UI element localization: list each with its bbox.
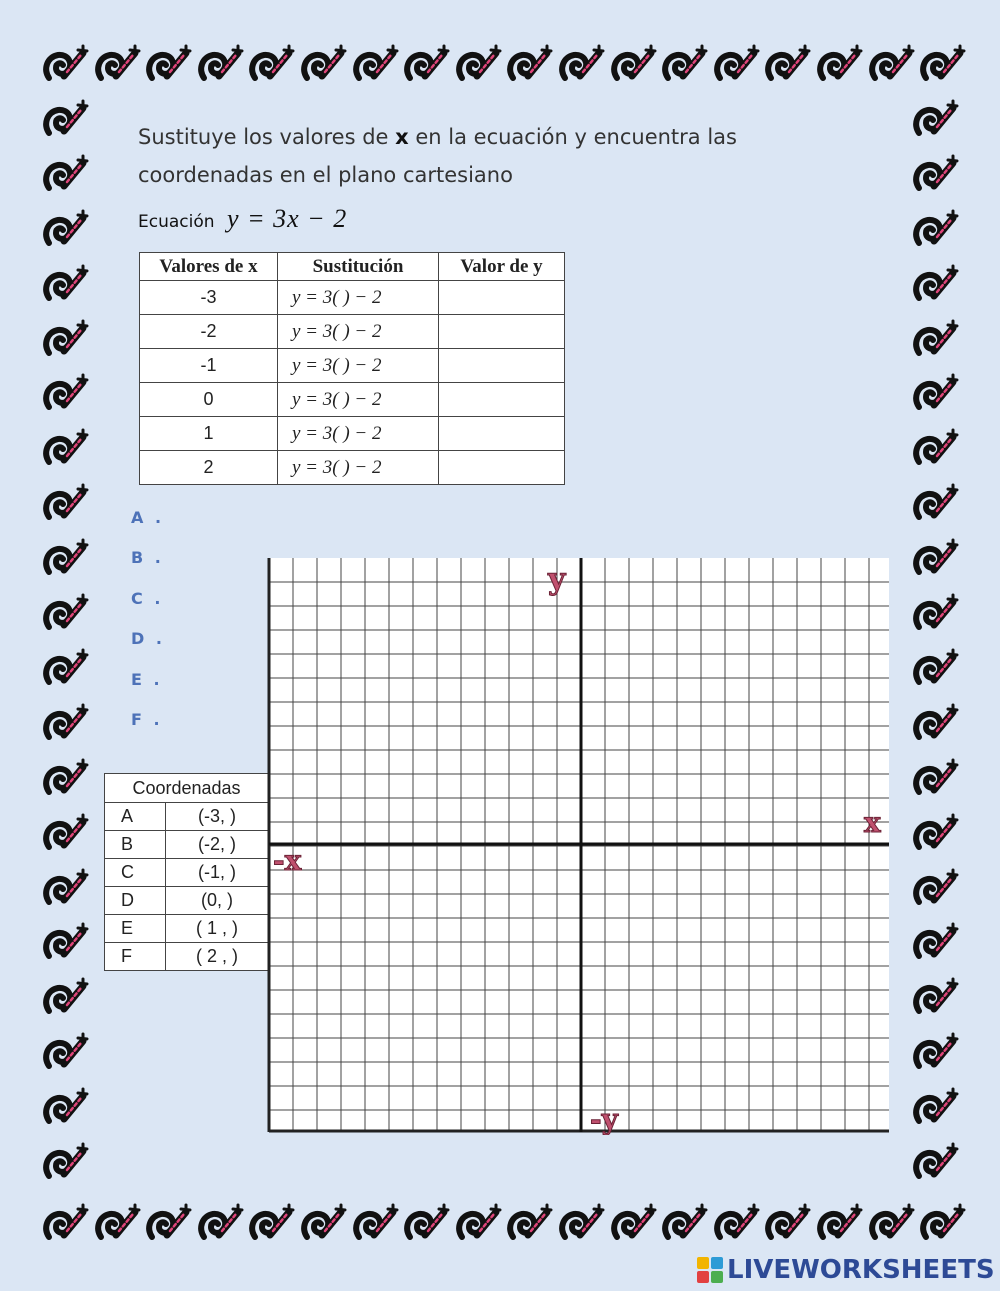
point-letter-b: B . [131, 548, 164, 568]
swirl-ornament-icon [149, 46, 190, 78]
coord-value-cell[interactable]: ( 2 , ) [166, 943, 269, 971]
y-value-answer-cell[interactable] [439, 315, 565, 349]
y-value-answer-cell[interactable] [439, 349, 565, 383]
swirl-ornament-icon [717, 46, 758, 78]
swirl-ornament-icon [46, 650, 87, 682]
swirl-ornament-icon [665, 46, 706, 78]
table-row [105, 831, 269, 859]
axis-label-y: y [548, 562, 566, 597]
coord-label: B [105, 831, 166, 859]
substitution-cell[interactable]: y = 3( ) − 2 [278, 315, 439, 349]
swirl-ornament-icon [872, 1205, 913, 1237]
swirl-ornament-icon [252, 1205, 293, 1237]
swirl-ornament-icon [356, 1205, 397, 1237]
swirl-ornament-icon [916, 760, 957, 792]
x-value-cell: -3 [140, 281, 278, 315]
swirl-ornament-icon [916, 321, 957, 353]
swirl-ornament-icon [304, 46, 345, 78]
swirl-ornament-icon [46, 156, 87, 188]
coordinates-table [104, 773, 269, 971]
swirl-ornament-icon [665, 1205, 706, 1237]
point-letter-c: C . [131, 588, 164, 608]
coord-value-cell[interactable]: (0, ) [166, 887, 269, 915]
swirl-ornament-icon [98, 1205, 139, 1237]
values-table [139, 252, 565, 485]
point-letter-a: A . [131, 508, 165, 527]
swirl-ornament-icon [46, 1144, 87, 1176]
swirl-ornament-icon [46, 211, 87, 243]
swirl-ornament-icon [916, 595, 957, 627]
swirl-ornament-icon [916, 540, 957, 572]
equation [138, 204, 347, 234]
swirl-ornament-icon [46, 375, 87, 407]
coord-label: E [105, 915, 166, 943]
swirl-ornament-icon [916, 1089, 957, 1121]
axis-label-neg-y: -y [590, 1103, 618, 1135]
swirl-ornament-icon [201, 46, 242, 78]
swirl-ornament-icon [916, 1144, 957, 1176]
swirl-ornament-icon [916, 485, 957, 517]
swirl-ornament-icon [916, 101, 957, 133]
swirl-ornament-icon [916, 870, 957, 902]
brand-text: LIVEWORKSHEETS [727, 1255, 995, 1285]
swirl-ornament-icon [407, 46, 448, 78]
table-row [140, 451, 565, 485]
swirl-ornament-icon [46, 540, 87, 572]
y-value-answer-cell[interactable] [439, 451, 565, 485]
swirl-ornament-icon [46, 1089, 87, 1121]
coord-label: A [105, 803, 166, 831]
swirl-ornament-icon [46, 595, 87, 627]
coord-value-cell[interactable]: (-1, ) [166, 859, 269, 887]
swirl-ornament-icon [820, 1205, 861, 1237]
instructions [138, 118, 838, 194]
coord-value-cell[interactable]: ( 1 , ) [166, 915, 269, 943]
header-x-values: Valores de x [140, 253, 278, 281]
y-value-answer-cell[interactable] [439, 417, 565, 451]
equation-expression: y = 3x − 2 [227, 204, 348, 233]
table-row [140, 417, 565, 451]
swirl-ornament-icon [562, 46, 603, 78]
swirl-ornament-icon [407, 1205, 448, 1237]
table-row [140, 349, 565, 383]
table-row [140, 383, 565, 417]
axis-label-x: x [864, 806, 881, 839]
swirl-ornament-icon [872, 46, 913, 78]
swirl-ornament-icon [98, 46, 139, 78]
instructions-line-1: Sustituye los valores de x en la ecuación y encuentra las [138, 125, 737, 149]
swirl-ornament-icon [916, 1034, 957, 1066]
swirl-ornament-icon [46, 485, 87, 517]
equation-label: Ecuación [138, 212, 215, 232]
swirl-ornament-icon [923, 1205, 964, 1237]
swirl-ornament-icon [46, 815, 87, 847]
swirl-ornament-icon [510, 46, 551, 78]
coord-label: D [105, 887, 166, 915]
coord-value-cell[interactable]: (-3, ) [166, 803, 269, 831]
table-row [140, 315, 565, 349]
swirl-ornament-icon [46, 1205, 87, 1237]
swirl-ornament-icon [768, 46, 809, 78]
swirl-ornament-icon [459, 1205, 500, 1237]
swirl-ornament-icon [46, 46, 87, 78]
y-value-answer-cell[interactable] [439, 383, 565, 417]
x-value-cell: 0 [140, 383, 278, 417]
table-row [105, 887, 269, 915]
x-value-cell: 2 [140, 451, 278, 485]
swirl-ornament-icon [459, 46, 500, 78]
swirl-ornament-icon [149, 1205, 190, 1237]
point-letter-e: E . [131, 669, 163, 689]
swirl-ornament-icon [46, 979, 87, 1011]
swirl-ornament-icon [562, 1205, 603, 1237]
instructions-line-2: coordenadas en el plano cartesiano [138, 163, 513, 187]
swirl-ornament-icon [916, 211, 957, 243]
x-value-cell: 1 [140, 417, 278, 451]
point-letter-d: D . [131, 629, 165, 649]
swirl-ornament-icon [46, 760, 87, 792]
swirl-ornament-icon [820, 46, 861, 78]
table-row [140, 281, 565, 315]
swirl-ornament-icon [916, 266, 957, 298]
swirl-ornament-icon [356, 46, 397, 78]
y-value-answer-cell[interactable] [439, 281, 565, 315]
substitution-cell[interactable]: y = 3( ) − 2 [278, 417, 439, 451]
swirl-ornament-icon [46, 705, 87, 737]
swirl-ornament-icon [916, 979, 957, 1011]
swirl-ornament-icon [510, 1205, 551, 1237]
swirl-ornament-icon [46, 101, 87, 133]
swirl-ornament-icon [916, 156, 957, 188]
substitution-cell[interactable]: y = 3( ) − 2 [278, 349, 439, 383]
swirl-ornament-icon [717, 1205, 758, 1237]
swirl-ornament-icon [916, 375, 957, 407]
point-letter-list [131, 508, 165, 750]
table-row [105, 915, 269, 943]
swirl-ornament-icon [916, 705, 957, 737]
swirl-ornament-icon [768, 1205, 809, 1237]
instructions-x-bold: x [395, 125, 409, 149]
table-row [105, 943, 269, 971]
brand-footer[interactable] [697, 1253, 995, 1287]
swirl-ornament-icon [614, 1205, 655, 1237]
substitution-cell[interactable]: y = 3( ) − 2 [278, 281, 439, 315]
point-letter-f: F . [131, 709, 163, 729]
swirl-ornament-icon [46, 430, 87, 462]
swirl-ornament-icon [201, 1205, 242, 1237]
swirl-ornament-icon [46, 1034, 87, 1066]
swirl-ornament-icon [614, 46, 655, 78]
header-y-value: Valor de y [439, 253, 565, 281]
axis-label-neg-x: -x [273, 844, 302, 877]
swirl-ornament-icon [916, 815, 957, 847]
x-value-cell: -1 [140, 349, 278, 383]
table-row [105, 803, 269, 831]
swirl-ornament-icon [252, 46, 293, 78]
swirl-ornament-icon [46, 266, 87, 298]
swirl-ornament-icon [916, 924, 957, 956]
cartesian-plane[interactable] [265, 555, 891, 1135]
swirl-ornament-icon [46, 321, 87, 353]
swirl-ornament-icon [923, 46, 964, 78]
substitution-cell[interactable]: y = 3( ) − 2 [278, 451, 439, 485]
swirl-ornament-icon [916, 650, 957, 682]
table-row [105, 859, 269, 887]
x-value-cell: -2 [140, 315, 278, 349]
coord-label: C [105, 859, 166, 887]
header-substitution: Sustitución [278, 253, 439, 281]
swirl-ornament-icon [46, 924, 87, 956]
coord-value-cell[interactable]: (-2, ) [166, 831, 269, 859]
coordinates-header: Coordenadas [105, 774, 269, 803]
values-table-header [140, 253, 565, 281]
coord-label: F [105, 943, 166, 971]
swirl-ornament-icon [304, 1205, 345, 1237]
substitution-cell[interactable]: y = 3( ) − 2 [278, 383, 439, 417]
swirl-ornament-icon [46, 870, 87, 902]
liveworksheets-logo-icon [697, 1257, 723, 1283]
swirl-ornament-icon [916, 430, 957, 462]
